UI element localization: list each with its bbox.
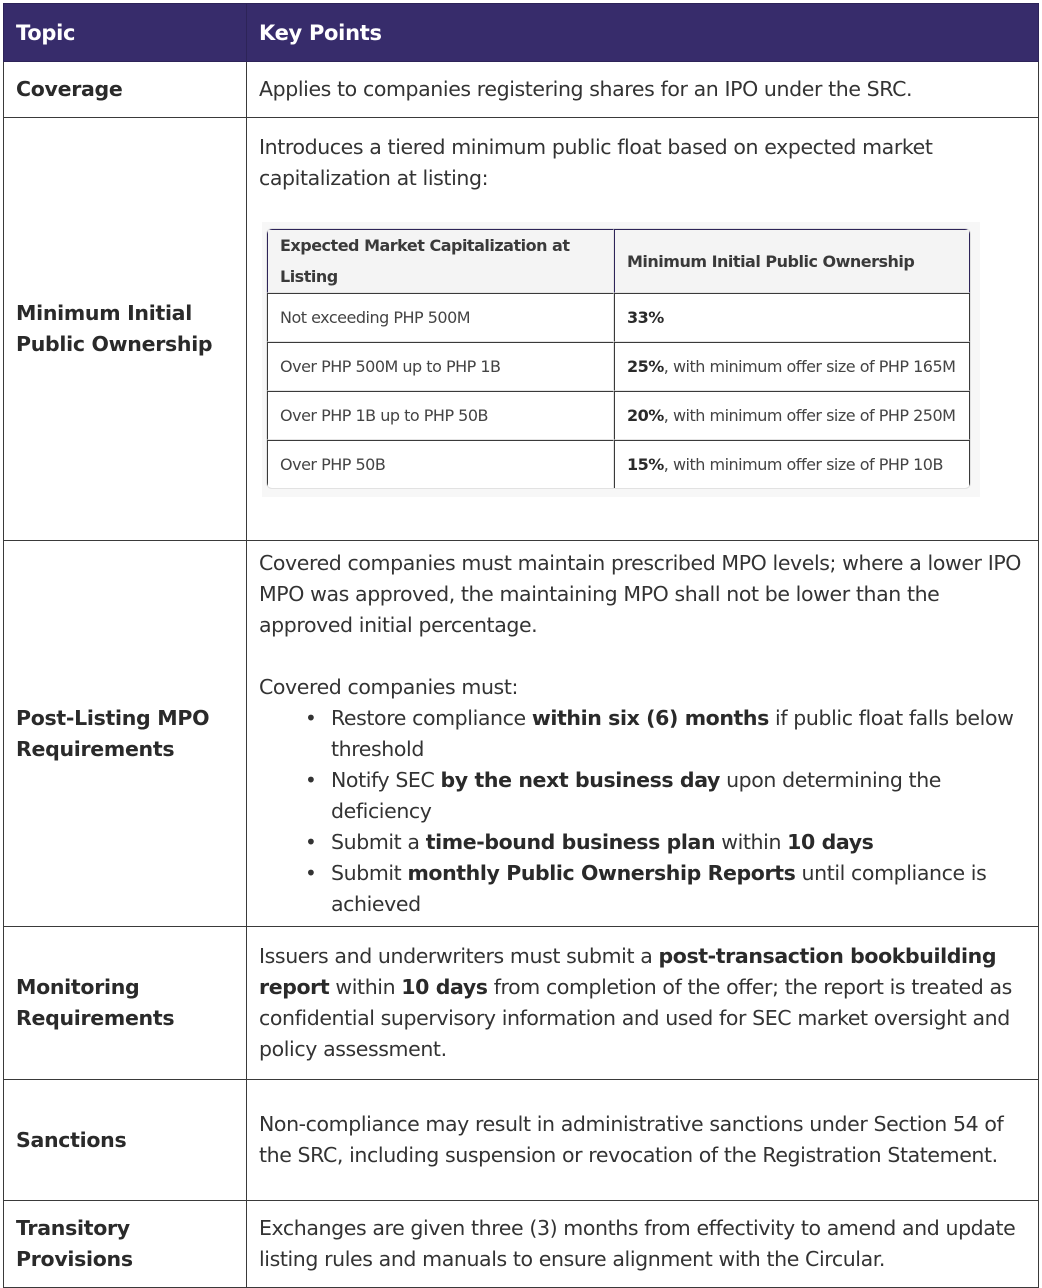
table-row-minimum-initial-public-ownership <box>4 118 1039 541</box>
post-lead: Covered companies must: <box>259 674 518 699</box>
list-item <box>331 703 1026 765</box>
points-text: Issuers and underwriters must submit a <box>259 944 659 968</box>
sub-header-min-ownership: Minimum Initial Public Ownership <box>614 229 970 293</box>
points-cell <box>247 927 1039 1080</box>
topic-cell: Sanctions <box>4 1080 247 1201</box>
ownership-percent: 15% <box>627 454 664 474</box>
item-emphasis: 10 days <box>787 829 874 854</box>
ownership-cell <box>614 440 970 488</box>
header-topic: Topic <box>4 4 247 62</box>
market-cap-cell: Not exceeding PHP 500M <box>267 293 614 342</box>
item-text: until compliance is achieved <box>331 860 987 916</box>
item-text: if public float falls below threshold <box>331 705 1014 761</box>
item-text: Restore compliance <box>331 705 532 730</box>
points-text: from completion of the offer; the report is treated as confidential supervisory information and used for SEC market oversight and policy assessment. <box>259 975 1012 1061</box>
table-row-transitory-provisions <box>4 1201 1039 1288</box>
item-text: upon determining the deficiency <box>331 767 942 823</box>
topic-cell: Coverage <box>4 62 247 118</box>
points-text: within <box>329 975 402 999</box>
mpo-tier-table <box>266 228 971 489</box>
topic-line: Requirements <box>16 1006 175 1030</box>
market-cap-cell: Over PHP 1B up to PHP 50B <box>267 391 614 440</box>
points-emphasis: 10 days <box>401 975 488 999</box>
points-cell: Applies to companies registering shares for an IPO under the SRC. <box>247 62 1039 118</box>
topic-cell <box>4 118 247 541</box>
topic-line: Provisions <box>16 1247 133 1271</box>
header-row <box>4 4 1039 62</box>
item-emphasis: time-bound business plan <box>425 829 716 854</box>
item-text: within <box>715 829 788 854</box>
table-row-monitoring-requirements <box>4 927 1039 1080</box>
item-emphasis: by the next business day <box>440 767 720 792</box>
item-text: Submit a <box>331 829 426 854</box>
topic-cell <box>4 1201 247 1288</box>
list-item <box>331 858 1026 920</box>
ownership-percent: 25% <box>627 356 664 376</box>
item-emphasis: within six (6) months <box>531 705 769 730</box>
ownership-cell <box>614 391 970 440</box>
summary-table <box>3 3 1039 1288</box>
spacer <box>259 641 1026 672</box>
ownership-detail: , with minimum offer size of PHP 10B <box>663 454 943 474</box>
topic-cell <box>4 541 247 927</box>
topic-line: Monitoring <box>16 975 140 999</box>
topic-line: Transitory <box>16 1216 130 1240</box>
ownership-detail: , with minimum offer size of PHP 250M <box>663 405 956 425</box>
sub-table-row <box>267 440 970 488</box>
points-emphasis: post-transaction bookbuilding report <box>259 944 997 999</box>
ownership-detail: , with minimum offer size of PHP 165M <box>663 356 956 376</box>
topic-line: Post-Listing MPO <box>16 705 210 730</box>
table-row-coverage <box>4 62 1039 118</box>
ownership-cell <box>614 342 970 391</box>
list-item <box>331 827 1026 858</box>
points-cell: Non-compliance may result in administrative sanctions under Section 54 of the SRC, including suspension or revocation of the Registration Statement. <box>247 1080 1039 1201</box>
header-key-points: Key Points <box>247 4 1039 62</box>
ownership-percent: 33% <box>627 307 664 327</box>
post-paragraph: Covered companies must maintain prescribed MPO levels; where a lower IPO MPO was approved, the maintaining MPO shall not be lower than the approved initial percentage. <box>259 550 1022 637</box>
sub-header-market-cap: Expected Market Capitalization at Listing <box>267 229 614 293</box>
sub-header-row <box>267 229 970 293</box>
points-cell <box>247 118 1039 541</box>
item-text: Notify SEC <box>331 767 441 792</box>
ownership-percent: 20% <box>627 405 664 425</box>
intro-text: Introduces a tiered minimum public float based on expected market capitalization at listing: <box>259 135 933 190</box>
topic-line: Public Ownership <box>16 332 213 356</box>
table-row-post-listing-mpo <box>4 541 1039 927</box>
mpo-tier-table-container <box>262 222 980 497</box>
sub-table-row <box>267 293 970 342</box>
item-text: Submit <box>331 860 408 885</box>
ownership-cell <box>614 293 970 342</box>
topic-line: Requirements <box>16 736 175 761</box>
list-item <box>331 765 1026 827</box>
points-cell <box>247 541 1039 927</box>
table-row-sanctions <box>4 1080 1039 1201</box>
topic-cell <box>4 927 247 1080</box>
topic-line: Minimum Initial <box>16 301 192 325</box>
market-cap-cell: Over PHP 500M up to PHP 1B <box>267 342 614 391</box>
document <box>3 3 1038 1288</box>
points-cell: Exchanges are given three (3) months from effectivity to amend and update listing rules and manuals to ensure alignment with the Circular. <box>247 1201 1039 1288</box>
market-cap-cell: Over PHP 50B <box>267 440 614 488</box>
sub-table-row <box>267 391 970 440</box>
requirements-list <box>259 703 1026 920</box>
sub-table-row <box>267 342 970 391</box>
item-emphasis: monthly Public Ownership Reports <box>407 860 796 885</box>
